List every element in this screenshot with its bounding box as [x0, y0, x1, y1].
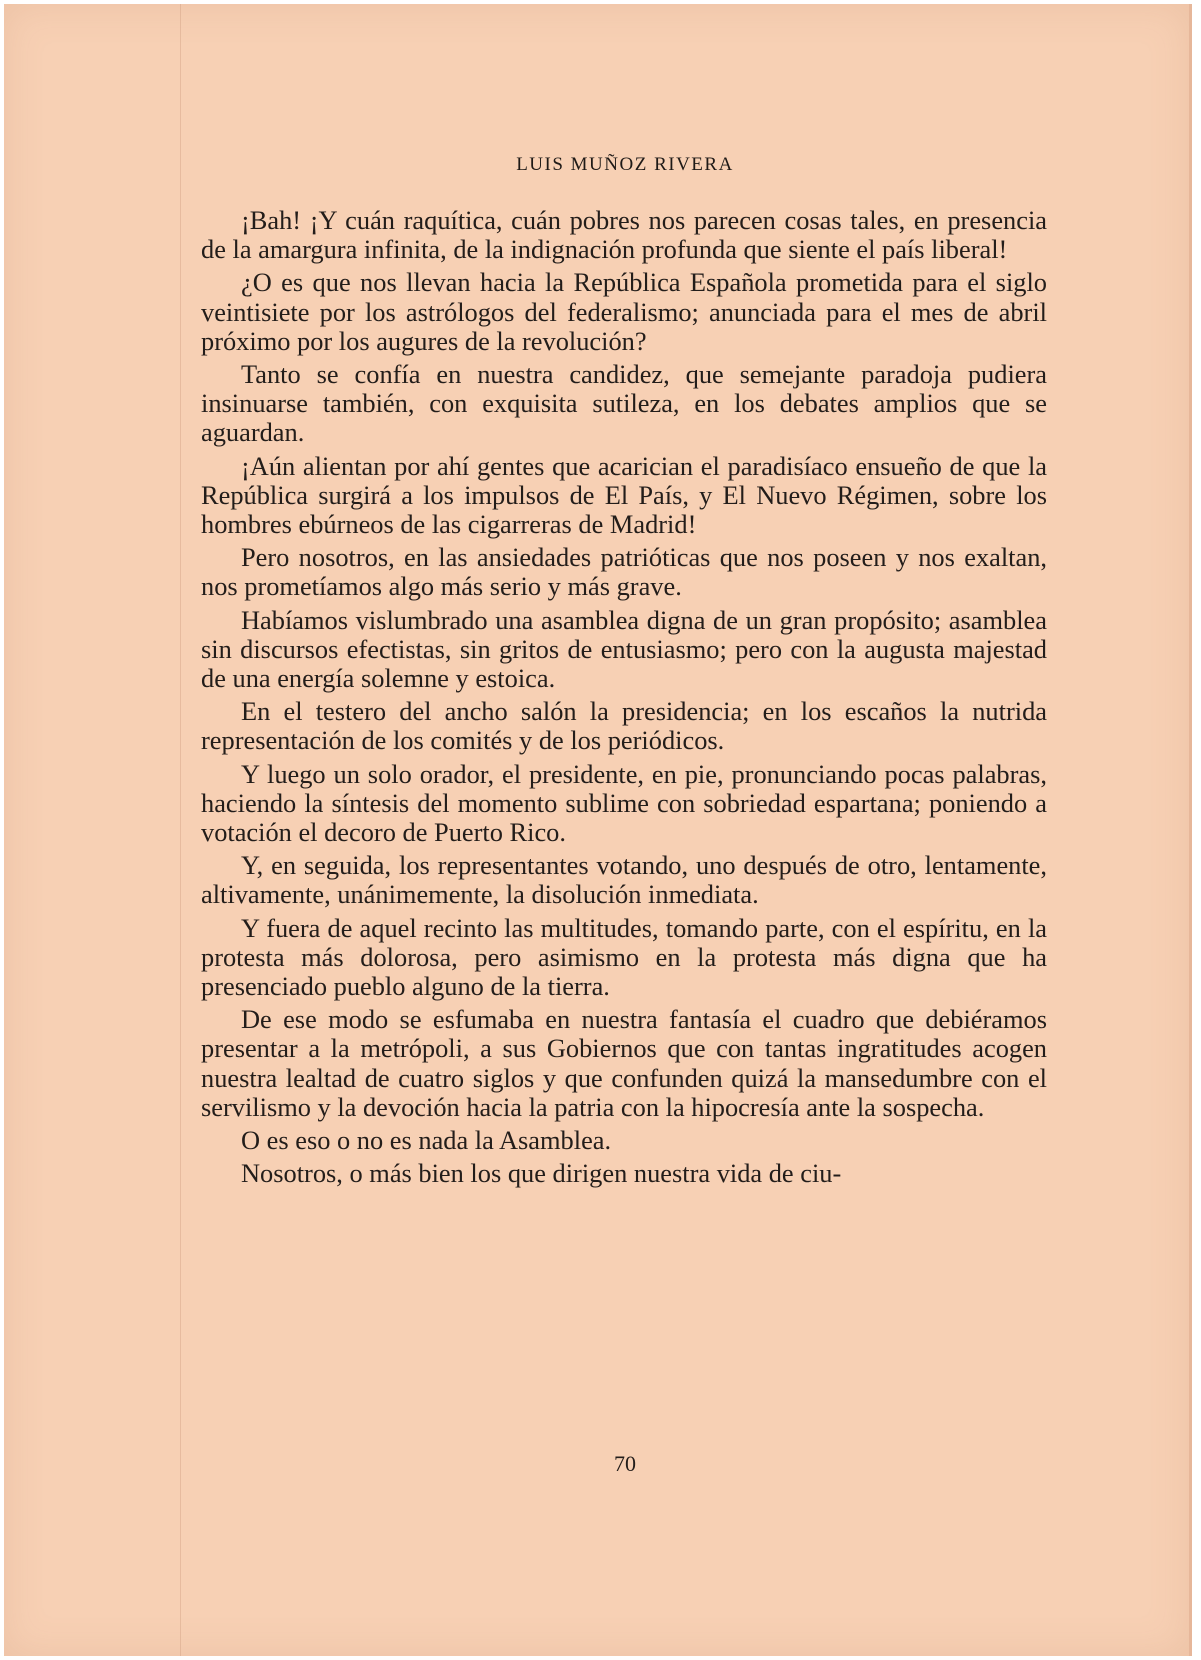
paragraph: ¡Aún alientan por ahí gentes que acarician el paradisíaco ensueño de que la República surgirá a los impulsos de El País, y El Nuevo Régimen, sobre los hombres ebúrneos de las cigarreras de Madrid! — [201, 450, 1047, 540]
running-head: LUIS MUÑOZ RIVERA — [516, 154, 734, 175]
paragraph: En el testero del ancho salón la presidencia; en los escaños la nutrida representación de los comités y de los periódicos. — [201, 696, 1047, 756]
paragraph: Nosotros, o más bien los que dirigen nuestra vida de ciu- — [241, 1158, 842, 1189]
paragraph: Y, en seguida, los representantes votando, uno después de otro, lentamente, altivamente, unánimemente, la disolución inmediata. — [201, 850, 1047, 910]
body-text — [201, 206, 1047, 1193]
paragraph: Habíamos vislumbrado una asamblea digna de un gran propósito; asamblea sin discursos efectistas, sin gritos de entusiasmo; pero con la augusta majestad de una energía solemne y estoica. — [201, 604, 1047, 694]
paragraph: Y luego un solo orador, el presidente, en pie, pronunciando pocas palabras, haciendo la síntesis del momento sublime con sobriedad espartana; poniendo a votación el decoro de Puerto Rico. — [201, 758, 1047, 848]
paragraph: Tanto se confía en nuestra candidez, que semejante paradoja pudiera insinuarse también, con exquisita sutileza, en los debates amplios que se aguardan. — [201, 359, 1047, 448]
paragraph: O es eso o no es nada la Asamblea. — [241, 1125, 612, 1156]
paragraph: Pero nosotros, en las ansiedades patrióticas que nos poseen y nos exaltan, nos prometíamos algo más serio y más grave. — [201, 542, 1047, 602]
page-fold-line — [180, 4, 181, 1656]
paragraph: Y fuera de aquel recinto las multitudes, tomando parte, con el espíritu, en la protesta más dolorosa, pero asimismo en la protesta más digna que ha presenciado pueblo alguno de la tierra. — [201, 912, 1047, 1002]
paragraph: De ese modo se esfumaba en nuestra fantasía el cuadro que debiéramos presentar a la metrópoli, a sus Gobiernos que con tantas ingratitudes acogen nuestra lealtad de cuatro siglos y que confunden quizá la mansedumbre con el servilismo y la devoción hacia la patria con la hipocresía ante la sospecha. — [201, 1004, 1047, 1122]
book-page — [4, 4, 1192, 1656]
page-number: 70 — [614, 1451, 636, 1476]
paragraph: ¿O es que nos llevan hacia la República Española prometida para el siglo veintisiete por los astrólogos del federalismo; anunciada para el mes de abril próximo por los augures de la revolución? — [201, 267, 1047, 356]
paragraph: ¡Bah! ¡Y cuán raquítica, cuán pobres nos parecen cosas tales, en presencia de la amargura infinita, de la indignación profunda que siente el país liberal! — [201, 205, 1047, 265]
